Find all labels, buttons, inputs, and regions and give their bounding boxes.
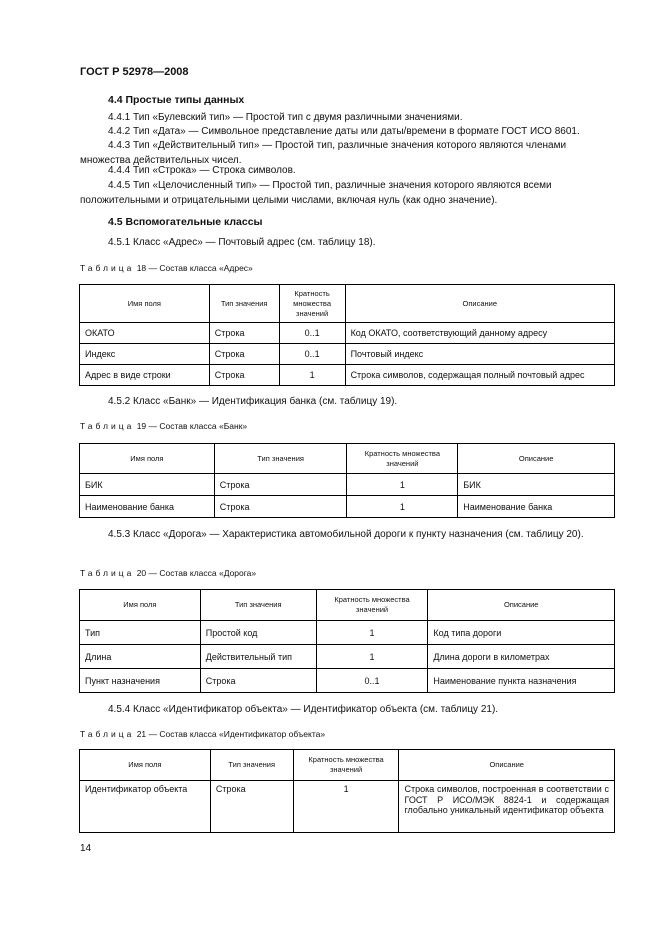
paragraph-4-4-5: 4.4.5 Тип «Целочисленный тип» — Простой тип, различные значения которого являются всеми положительными и отрицательными целыми числами, включая нуль (как одно значение). [80,180,552,206]
page-number: 14 [80,843,92,854]
table-21-caption [80,729,325,739]
paragraph-4-4-4: 4.4.4 Тип «Строка» — Строка символов. [108,165,296,176]
table-row [80,365,615,386]
table-cell: Идентификатор объекта [80,781,211,833]
table-cell: Почтовый индекс [345,344,614,365]
table-cell: Наименование банка [458,496,615,518]
table-cell: 1 [316,645,428,669]
document-header: ГОСТ Р 52978—2008 [80,66,189,78]
table-header: Тип значения [200,590,316,621]
table-cell: БИК [458,474,615,496]
paragraph-4-5-2: 4.5.2 Класс «Банк» — Идентификация банка (см. таблицу 19). [108,396,398,407]
table-word: Таблица [80,421,135,431]
table-word: Таблица [80,568,135,578]
table-18-caption [80,263,253,273]
table-18 [79,284,615,386]
table-row [80,496,615,518]
section-4-4-title: 4.4 Простые типы данных [108,94,245,106]
paragraph-4-5-3: 4.5.3 Класс «Дорога» — Характеристика автомобильной дороги к пункту назначения (см. таблицу 20). [108,529,584,540]
table-cell: 1 [347,496,458,518]
table-header: Тип значения [210,750,293,781]
table-header: Описание [345,285,614,323]
table-header: Имя поля [80,285,210,323]
table-cell: 1 [279,365,345,386]
table-20-caption [80,568,256,578]
table-cell: Строка [210,781,293,833]
table-cell: Строка символов, содержащая полный почтовый адрес [345,365,614,386]
section-4-5-title: 4.5 Вспомогательные классы [108,216,263,228]
table-cell: Тип [80,621,201,645]
table-cell: Действительный тип [200,645,316,669]
table-header: Имя поля [80,750,211,781]
table-header: Тип значения [214,444,347,474]
table-cell: 0..1 [279,344,345,365]
table-cell: Простой код [200,621,316,645]
table-header: Описание [428,590,615,621]
table-caption-text: 21 — Состав класса «Идентификатор объекта» [136,729,326,739]
table-caption-text: 20 — Состав класса «Дорога» [136,568,257,578]
table-cell: Строка [209,365,279,386]
table-header: Кратность множества значений [293,750,399,781]
table-cell: 1 [293,781,399,833]
table-row [80,621,615,645]
table-cell: Пункт назначения [80,669,201,693]
table-header: Кратность множества значений [347,444,458,474]
table-cell: Строка [200,669,316,693]
table-row [80,474,615,496]
table-cell: 1 [347,474,458,496]
table-row [80,781,615,833]
paragraph-4-5-4: 4.5.4 Класс «Идентификатор объекта» — Идентификатор объекта (см. таблицу 21). [108,704,499,715]
table-cell: Адрес в виде строки [80,365,210,386]
table-cell: ОКАТО [80,323,210,344]
table-row [80,645,615,669]
table-cell: Строка [214,496,347,518]
table-cell: Код ОКАТО, соответствующий данному адресу [345,323,614,344]
table-cell: 0..1 [316,669,428,693]
table-cell: БИК [80,474,215,496]
table-cell: Длина [80,645,201,669]
table-header: Тип значения [209,285,279,323]
table-header: Имя поля [80,444,215,474]
table-cell: 1 [316,621,428,645]
table-row [80,323,615,344]
table-cell: Длина дороги в километрах [428,645,615,669]
table-word: Таблица [80,729,135,739]
table-header: Описание [458,444,615,474]
table-word: Таблица [80,263,135,273]
table-19-caption [80,421,247,431]
paragraph-4-4-1: 4.4.1 Тип «Булевский тип» — Простой тип с двумя различными значениями. [108,112,463,123]
table-header: Описание [399,750,615,781]
table-21 [79,749,615,833]
table-row [80,669,615,693]
paragraph-4-5-1: 4.5.1 Класс «Адрес» — Почтовый адрес (см. таблицу 18). [108,237,376,248]
table-cell: Код типа дороги [428,621,615,645]
table-20 [79,589,615,693]
table-19 [79,443,615,518]
table-caption-text: 19 — Состав класса «Банк» [136,421,248,431]
table-cell: 0..1 [279,323,345,344]
paragraph-4-4-3: 4.4.3 Тип «Действительный тип» — Простой тип, различные значения которого являются членами множества действительных чисел. [80,140,567,166]
table-header: Имя поля [80,590,201,621]
paragraph-4-4-2: 4.4.2 Тип «Дата» — Символьное представление даты или даты/времени в формате ГОСТ ИСО 8601. [108,126,580,137]
table-caption-text: 18 — Состав класса «Адрес» [136,263,253,273]
table-cell: Строка [209,323,279,344]
table-cell: Строка [214,474,347,496]
table-row [80,344,615,365]
table-header: Кратность множества значений [316,590,428,621]
table-cell: Индекс [80,344,210,365]
table-cell: Строка символов, построенная в соответствии с ГОСТ Р ИСО/МЭК 8824-1 и содержащая глобально уникальный идентификатор объекта [399,781,615,833]
table-header: Кратность множества значений [279,285,345,323]
table-cell: Наименование пункта назначения [428,669,615,693]
table-cell: Наименование банка [80,496,215,518]
table-cell: Строка [209,344,279,365]
